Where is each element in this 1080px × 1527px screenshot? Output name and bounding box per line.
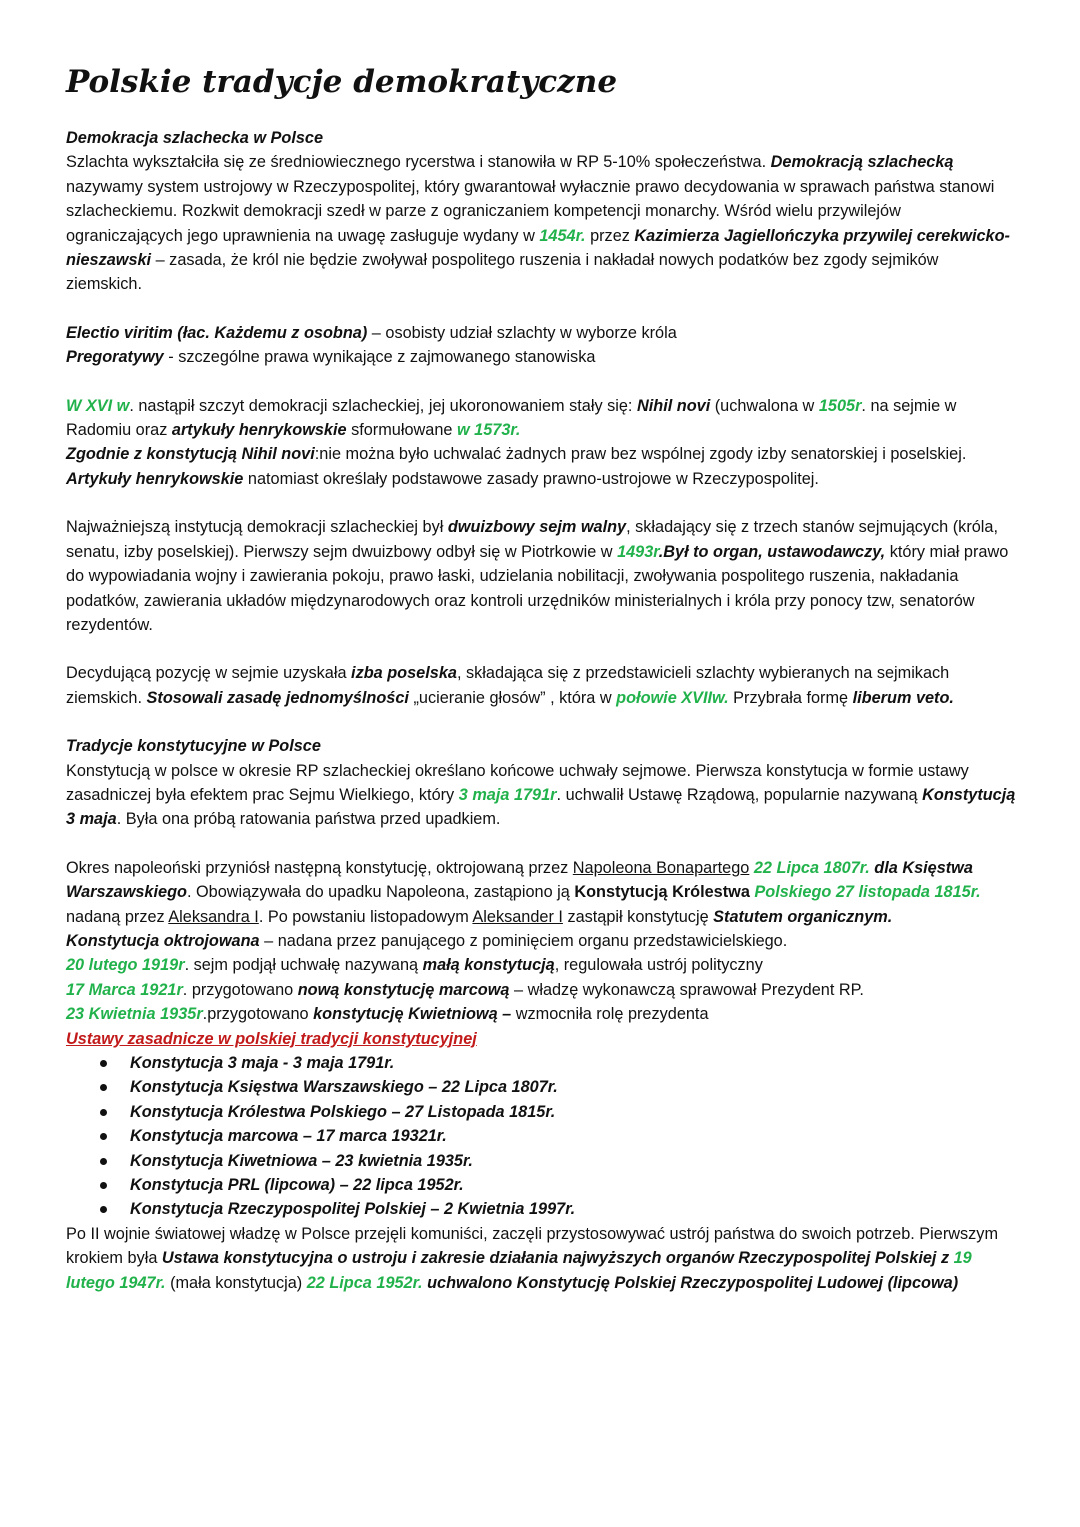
bold-term: dla Księstwa Warszawskiego bbox=[66, 858, 973, 902]
bullet-dot-icon bbox=[100, 1133, 107, 1140]
list-item-text: Konstytucja PRL (lipcowa) – 22 lipca 1952r. bbox=[130, 1176, 464, 1195]
date-highlight: połowie XVIIw. bbox=[616, 688, 729, 707]
bold-term: nową konstytucję marcową bbox=[297, 980, 510, 999]
paragraph-nihil-novi bbox=[66, 442, 1016, 466]
list-item bbox=[96, 1149, 1016, 1173]
bullet-dot-icon bbox=[100, 1109, 107, 1116]
text-run: , składająca się z przedstawicieli szlachty wybieranych na sejmikach ziemskich. bbox=[66, 664, 950, 707]
text-run: Konstytucją w polsce w okresie RP szlacheckiej określano końcowe uchwały sejmowe. Pierwsza konstytucja w formie ustawy zasadniczej była efektem prac Sejmu Wielkiego, który bbox=[66, 761, 969, 804]
text-run: (mała konstytucja) bbox=[165, 1273, 307, 1292]
paragraph-demokracja-heading bbox=[66, 126, 1016, 150]
list-item bbox=[96, 1100, 1016, 1124]
text-run: przez bbox=[585, 226, 635, 245]
bold-term: Konstytucją Królestwa bbox=[574, 883, 750, 902]
text-run: , regulowała ustrój polityczny bbox=[554, 956, 763, 975]
paragraph-xvi-wiek bbox=[66, 394, 1016, 443]
text-run: . przygotowano bbox=[182, 980, 298, 999]
bold-term: Demokracją szlachecką bbox=[770, 153, 954, 172]
text-run: :nie można było uchwalać żadnych praw bez wspólnej zgody izby senatorskiej i poselskiej. bbox=[314, 445, 967, 464]
date-highlight: 22 Lipca 1807r. bbox=[753, 858, 870, 877]
bullet-dot-icon bbox=[100, 1182, 107, 1189]
paragraph-tradycje-heading bbox=[66, 734, 1016, 758]
bold-term: Artykuły henrykowskie bbox=[66, 469, 244, 488]
date-highlight: 22 Lipca 1952r. bbox=[306, 1273, 423, 1292]
bold-term: Konstytucją 3 maja bbox=[66, 785, 1016, 829]
date-highlight: 17 Marca 1921r bbox=[66, 980, 183, 999]
spacer bbox=[66, 370, 1016, 394]
definition-pregoratywy bbox=[66, 345, 1016, 369]
bold-term: izba poselska bbox=[351, 664, 457, 683]
paragraph-red-heading bbox=[66, 1027, 1016, 1051]
date-highlight: Polskiego 27 listopada 1815r. bbox=[754, 883, 981, 902]
text-run: . Obowiązywała do upadku Napoleona, zastąpiono ją bbox=[186, 883, 575, 902]
text-run: Po II wojnie światowej władzę w Polsce przejęli komuniści, zaczęli przystosowywać ustrój państwa do swoich potrzeb. Pierwszym krokiem była bbox=[66, 1224, 999, 1268]
spacer bbox=[66, 710, 1016, 734]
spacer bbox=[66, 491, 1016, 515]
list-item bbox=[96, 1197, 1016, 1221]
bold-term: uchwalono Konstytucję Polskiej Rzeczypospolitej Ludowej (lipcowa) bbox=[427, 1273, 959, 1292]
list-item bbox=[96, 1075, 1016, 1099]
bullet-dot-icon bbox=[100, 1060, 107, 1067]
definition-electio bbox=[66, 321, 1016, 345]
section-heading-demokracja: Demokracja szlachecka w Polsce bbox=[66, 129, 324, 147]
paragraph-artykuly bbox=[66, 467, 1016, 491]
list-item-text: Konstytucja marcowa – 17 marca 19321r. bbox=[130, 1127, 447, 1146]
text-run: . nastąpił szczyt demokracji szlacheckiej, jej ukoronowaniem stały się: bbox=[129, 396, 637, 415]
paragraph-po-wojnie bbox=[66, 1222, 1016, 1295]
text-run: . Była ona próbą ratowania państwa przed upadkiem. bbox=[116, 810, 501, 829]
text-run: Okres napoleoński przyniósł następną konstytucję, oktrojowaną przez bbox=[66, 858, 573, 877]
bold-term: Konstytucja oktrojowana bbox=[66, 931, 260, 950]
line-1921 bbox=[66, 978, 1016, 1002]
bullet-dot-icon bbox=[100, 1206, 107, 1213]
list-item-text: Konstytucja Księstwa Warszawskiego – 22 Lipca 1807r. bbox=[130, 1078, 558, 1097]
text-run: – władzę wykonawczą sprawował Prezydent RP. bbox=[509, 980, 864, 999]
bold-term: Ustawa konstytucyjna o ustroju i zakresie działania najwyższych organów Rzeczypospolitej Polskiej z bbox=[161, 1249, 950, 1268]
date-highlight: W XVI w bbox=[66, 396, 130, 415]
text-run: nazywamy system ustrojowy w Rzeczypospolitej, który gwarantował wyłacznie prawo decydowania w sprawach państwa stanowi szlacheckiemu. Rozkwit demokracji szedł w parze z ograniczaniem kompetencji monarchy. Wśród wielu przywilejów ograniczających jego uprawnienia na uwagę zasługuje wydany w bbox=[66, 177, 995, 245]
date-highlight: w 1573r. bbox=[456, 421, 521, 440]
section-heading-tradycje: Tradycje konstytucyjne w Polsce bbox=[66, 737, 321, 756]
text-run: sformułowane bbox=[346, 421, 457, 440]
text-run: . na sejmie w Radomiu oraz bbox=[66, 396, 957, 440]
text-run: – zasada, że król nie będzie zwoływał pospolitego ruszenia i nakładał nowych podatków bez zgody sejmików ziemskich. bbox=[66, 251, 939, 294]
underlined-name: Aleksandra I bbox=[168, 907, 259, 926]
bold-term: małą konstytucją bbox=[422, 956, 555, 975]
definition-oktrojowana bbox=[66, 929, 1016, 953]
bold-term: Electio viritim (łac. Każdemu z osobna) bbox=[66, 323, 368, 342]
paragraph-demokracja bbox=[66, 150, 1016, 296]
text-run: .przygotowano bbox=[202, 1005, 314, 1024]
text-run: , składający się z trzech stanów sejmujących (króla, senatu, izby poselskiej). Pierwszy sejm dwuizbowy odbył się w Piotrkowie w bbox=[66, 518, 998, 561]
bold-term: konstytucję Kwietniową – bbox=[313, 1005, 512, 1024]
bullet-dot-icon bbox=[100, 1084, 107, 1091]
spacer bbox=[66, 297, 1016, 321]
bullet-list-konstytucje bbox=[66, 1051, 1016, 1222]
paragraph-izba-poselska bbox=[66, 661, 1016, 710]
text-run: Najważniejszą instytucją demokracji szlacheckiej był bbox=[66, 518, 448, 537]
list-item bbox=[96, 1051, 1016, 1075]
bold-term: dwuizbowy sejm walny bbox=[447, 518, 627, 537]
text-run: – osobisty udział szlachty w wyborze króla bbox=[367, 323, 677, 342]
list-item bbox=[96, 1173, 1016, 1197]
text-run: wzmocniła rolę prezydenta bbox=[511, 1005, 709, 1024]
text-run: . Po powstaniu listopadowym bbox=[258, 907, 473, 926]
paragraph-tradycje bbox=[66, 759, 1016, 832]
bold-term: Nihil novi bbox=[636, 396, 711, 415]
text-run: . sejm podjął uchwałę nazywaną bbox=[184, 956, 423, 975]
text-run: „ucieranie głosów” , która w bbox=[408, 688, 617, 707]
list-item-text: Konstytucja Rzeczypospolitej Polskiej – 2 Kwietnia 1997r. bbox=[130, 1200, 576, 1219]
bold-term: Statutem organicznym. bbox=[713, 907, 893, 926]
line-1935 bbox=[66, 1002, 1016, 1026]
date-highlight: 1493r bbox=[617, 542, 659, 561]
date-highlight: 19 lutego 1947r. bbox=[66, 1249, 972, 1292]
text-run: Decydującą pozycję w sejmie uzyskała bbox=[66, 664, 352, 683]
text-run: . uchwalił Ustawę Rządową, popularnie nazywaną bbox=[556, 785, 923, 804]
bullet-dot-icon bbox=[100, 1158, 107, 1165]
red-underlined-heading: Ustawy zasadnicze w polskiej tradycji konstytucyjnej bbox=[66, 1029, 477, 1048]
spacer bbox=[66, 637, 1016, 661]
text-run: Szlachta wykształciła się ze średniowiecznego rycerstwa i stanowiła w RP 5-10% społeczeństwa. bbox=[66, 153, 771, 172]
text-run: który miał prawo do wypowiadania wojny i zawierania pokoju, prawo łaski, udzielania nobilitacji, zwoływania pospolitego ruszenia, nakładania podatków, zawierania układów międzynarodowych oraz kontroli urzędników ministerialnych i króla przy ponocy tzw, senatorów rezydentów. bbox=[66, 542, 1009, 634]
paragraph-napoleon bbox=[66, 856, 1016, 929]
text-run: zastąpił konstytucję bbox=[562, 907, 714, 926]
date-highlight: 23 Kwietnia 1935r bbox=[66, 1005, 203, 1024]
date-highlight: 1505r bbox=[818, 396, 862, 415]
bold-term: Zgodnie z konstytucją Nihil novi bbox=[66, 445, 315, 464]
bold-term: artykuły henrykowskie bbox=[171, 421, 347, 440]
bold-term: liberum veto. bbox=[852, 688, 954, 707]
bold-term: .Był to organ, ustawodawczy, bbox=[658, 542, 886, 561]
bold-term: Stosowali zasadę jednomyślności bbox=[146, 688, 409, 707]
text-run: (uchwalona w bbox=[710, 396, 819, 415]
paragraph-sejm-walny bbox=[66, 515, 1016, 637]
bold-term: Pregoratywy bbox=[66, 348, 164, 367]
date-highlight: 20 lutego 1919r bbox=[66, 956, 185, 975]
date-highlight: 3 maja 1791r bbox=[458, 785, 557, 804]
line-1919 bbox=[66, 953, 1016, 977]
text-run: nadaną przez bbox=[66, 907, 169, 926]
date-highlight: 1454r. bbox=[539, 226, 586, 245]
list-item-text: Konstytucja 3 maja - 3 maja 1791r. bbox=[130, 1054, 395, 1072]
underlined-name: Aleksander I bbox=[472, 907, 563, 926]
list-item-text: Konstytucja Królestwa Polskiego – 27 Listopada 1815r. bbox=[130, 1102, 556, 1121]
text-run: - szczególne prawa wynikające z zajmowanego stanowiska bbox=[163, 348, 596, 367]
text-run: Przybrała formę bbox=[728, 688, 853, 707]
page-title: Polskie tradycje demokratyczne bbox=[66, 64, 618, 100]
spacer bbox=[66, 832, 1016, 856]
list-item-text: Konstytucja Kiwetniowa – 23 kwietnia 1935r. bbox=[130, 1151, 473, 1170]
text-run: – nadana przez panującego z pominięciem organu przedstawicielskiego. bbox=[259, 931, 788, 950]
bold-term: Kazimierza Jagiellończyka przywilej cerekwicko-nieszawski bbox=[66, 226, 1010, 270]
underlined-name: Napoleona Bonapartego bbox=[572, 858, 750, 877]
text-run: natomiast określały podstawowe zasady prawno-ustrojowe w Rzeczypospolitej. bbox=[243, 469, 819, 488]
list-item bbox=[96, 1124, 1016, 1148]
